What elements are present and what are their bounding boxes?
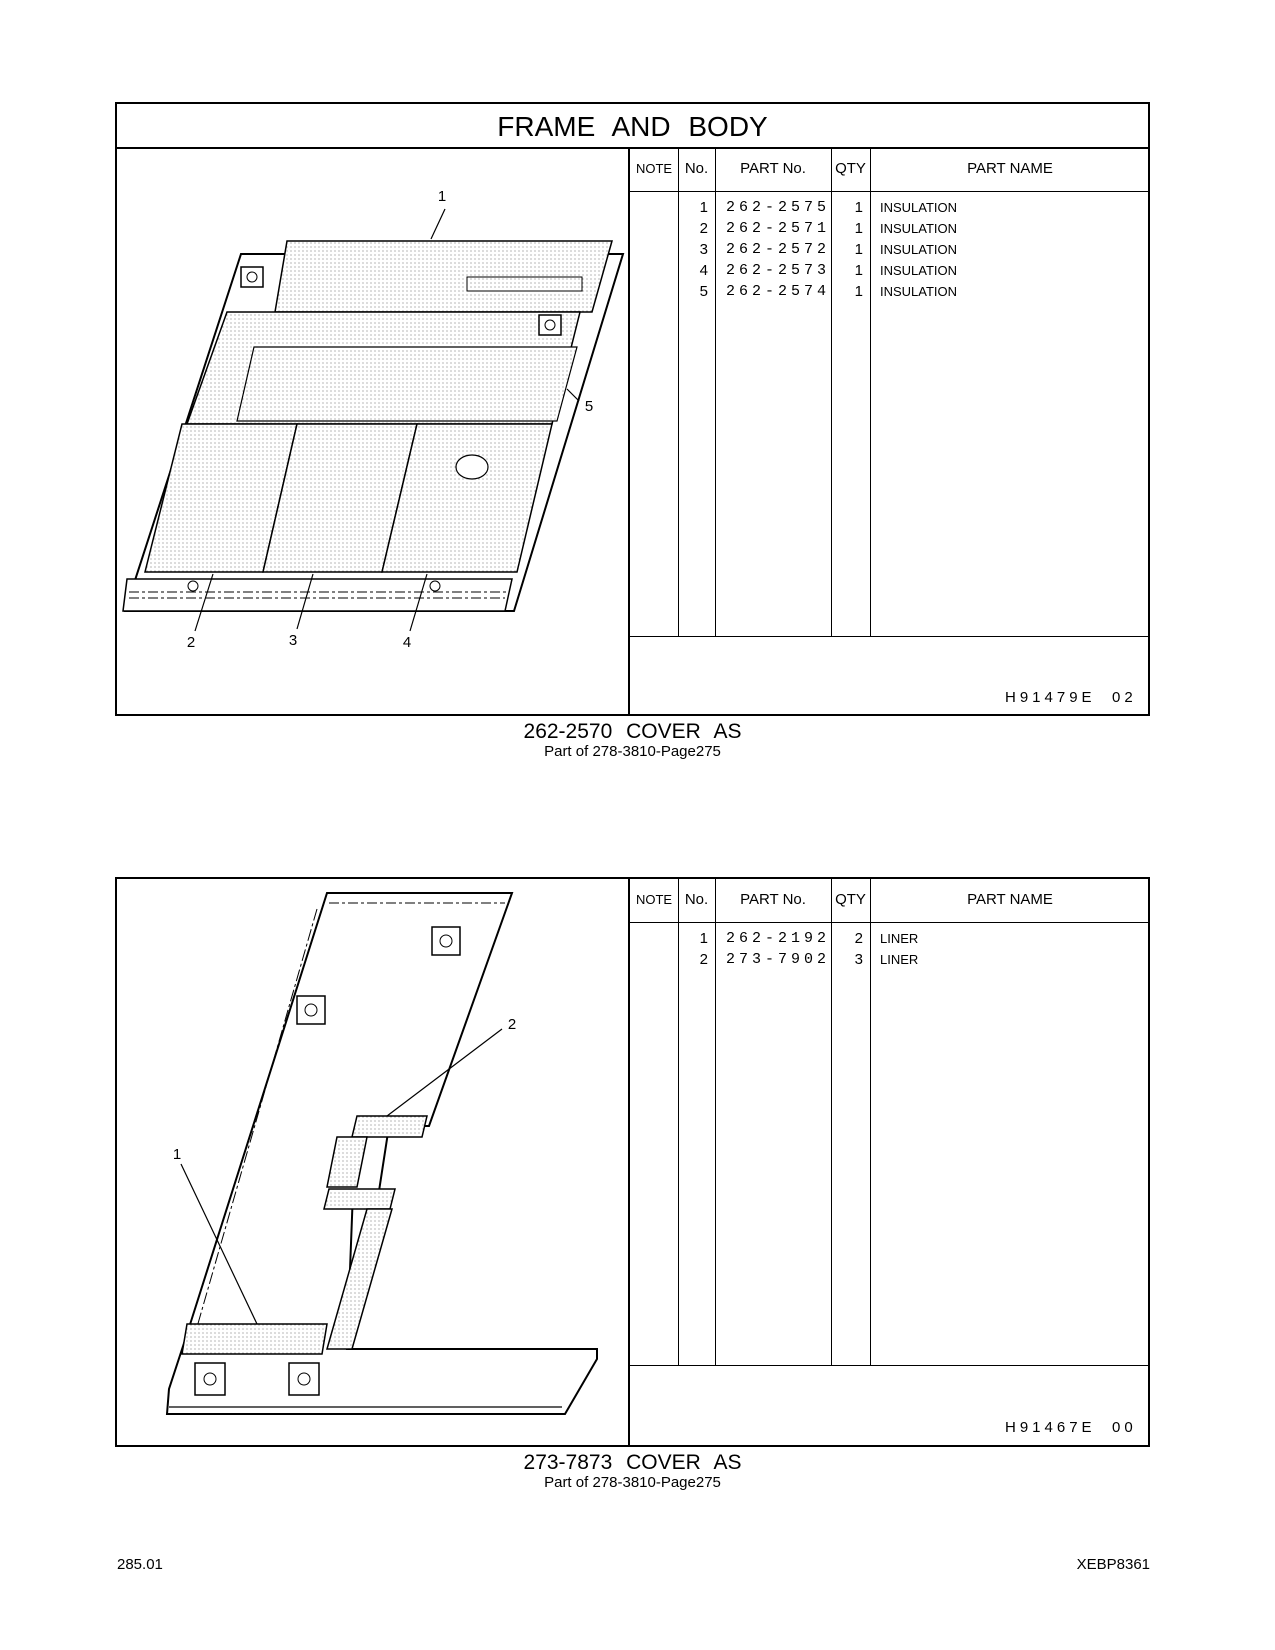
callout-1: 1 bbox=[437, 188, 447, 205]
callout-3: 3 bbox=[288, 632, 298, 649]
illustration-code: H91479E bbox=[1005, 689, 1096, 706]
header-qty: QTY bbox=[835, 891, 866, 908]
parts-table-1: NOTE No. PART No. QTY PART NAME 1 262-2575 1 INSULATION 2 262-2571 1 INSULATION 3 262-2572 1 INSULATION 4 262-2573 1 INSULATION 5 262-2574 1 INSULATION H91479E 02 bbox=[628, 149, 1148, 716]
illustration-code: H91467E bbox=[1005, 1419, 1096, 1436]
callout-2: 2 bbox=[186, 634, 196, 651]
assembly-title: 273-7873 COVER AS bbox=[523, 1451, 742, 1474]
page-number: 285.01 bbox=[117, 1556, 163, 1573]
illustration-revision: 00 bbox=[1112, 1419, 1137, 1436]
header-part-name: PART NAME bbox=[967, 891, 1053, 908]
parts-frame-2 bbox=[115, 877, 1150, 1447]
document-code: XEBP8361 bbox=[1076, 1556, 1150, 1573]
illustration-revision: 02 bbox=[1112, 689, 1137, 706]
assembly-title: 262-2570 COVER AS bbox=[523, 720, 742, 743]
header-part-no: PART No. bbox=[740, 160, 806, 177]
callout-1: 1 bbox=[172, 1146, 182, 1163]
header-note: NOTE bbox=[635, 161, 673, 176]
callout-4: 4 bbox=[402, 634, 412, 651]
assembly-caption-1 bbox=[115, 720, 1150, 760]
header-part-name: PART NAME bbox=[967, 160, 1053, 177]
cover-assembly-illustration-2 bbox=[117, 879, 634, 1445]
header-no: No. bbox=[684, 891, 709, 908]
header-part-no: PART No. bbox=[740, 891, 806, 908]
header-no: No. bbox=[684, 160, 709, 177]
assembly-reference: Part of 278-3810-Page275 bbox=[544, 743, 721, 760]
assembly-caption-2 bbox=[115, 1451, 1150, 1491]
parts-frame-1 bbox=[115, 102, 1150, 716]
page-title: FRAME AND BODY bbox=[117, 104, 1148, 149]
header-qty: QTY bbox=[835, 160, 866, 177]
liner-1 bbox=[182, 1324, 327, 1354]
liner-2 bbox=[352, 1116, 427, 1137]
parts-table-2: NOTE No. PART No. QTY PART NAME 1 262-2192 2 LINER 2 273-7902 3 LINER H91467E 00 bbox=[628, 879, 1148, 1445]
callout-2: 2 bbox=[507, 1016, 517, 1033]
cover-assembly-illustration-1 bbox=[117, 149, 634, 716]
header-note: NOTE bbox=[635, 892, 673, 907]
assembly-reference: Part of 278-3810-Page275 bbox=[544, 1474, 721, 1491]
callout-5: 5 bbox=[584, 398, 594, 415]
